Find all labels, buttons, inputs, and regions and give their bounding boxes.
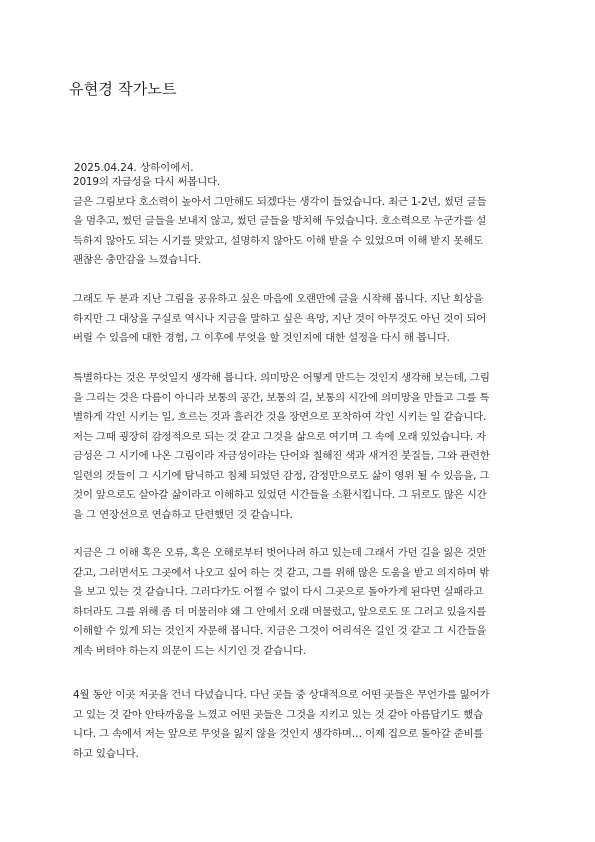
text-line: 을 멈추고, 썼던 글들을 보내지 않고, 썼던 글들을 방치해 두었습니다. 호소력으로 누군가를 설 [73,215,487,227]
text-line: 일련의 것들이 그 시기에 탐닉하고 침체 되었던 감정, 감정만으로도 삶이 영위 될 수 있음을, 그 [73,469,490,482]
text-line: 같고, 그러면서도 그곳에서 나오고 싶어 하는 것 같고, 그를 위해 많은 도움을 받고 의지하며 밖 [73,566,490,579]
paragraph [73,686,533,764]
paragraph [73,369,533,525]
text-line: 금성은 그 시기에 나온 그림이라 자금성이라는 단어와 칠해진 색과 새겨진 붓질들, 그와 관련한 [73,450,490,462]
text-line: 특별하다는 것은 무엇일지 생각해 봅니다. 의미망은 어떻게 만드는 것인지 생각해 보는데, 그림 [73,372,490,384]
text-line: 을 그 연장선으로 연습하고 단련했던 것 같습니다. [73,508,293,521]
text-line: 버릴 수 있음에 대한 경험, 그 이후에 무엇을 할 것인지에 대한 설정을 다시 해 봅니다. [73,332,450,344]
text-line: 지금은 그 이해 혹은 오류, 혹은 오해로부터 벗어나려 하고 있는데 그래서 가던 길을 잃은 것만 [73,547,487,559]
dateline: 2025.04.24. 상하이에서. [74,162,194,174]
text-line: 글은 그림보다 호소력이 높아서 그만해도 되겠다는 생각이 들었습니다. 최근 1-2년, 썼던 글들 [73,195,487,208]
text-line: 별하게 각인 시키는 일, 흐르는 것과 흘러간 것을 장면으로 포착하여 각인 시키는 일 같습니다. [73,411,487,423]
text-line: 저는 그때 굉장히 감정적으로 되는 것 같고 그것을 삶으로 여기며 그 속에 오래 있었습니다. 자 [73,430,487,443]
paragraph [73,173,533,271]
text-line: 4월 동안 이곳 저곳을 건너 다녔습니다. 다닌 곳들 중 상대적으로 어떤 곳들은 무언가를 잃어가 [73,689,490,701]
text-line: 득하지 않아도 되는 시기를 맞았고, 설명하지 않아도 이해 받을 수 있었으며 이해 받지 못해도 [73,234,483,247]
text-line: 괜찮은 충만감을 느꼈습니다. [73,254,202,266]
text-line: 하더라도 그를 위해 좀 더 머물러야 왜 그 안에서 오래 머물렀고, 앞으로도 또 그러고 있을지를 [73,605,487,618]
text-line: 하고 있습니다. [73,747,139,760]
paragraph [73,544,533,661]
text-line: 것이 앞으로도 살아갈 삶이라고 이해하고 있었던 시간들을 소환시킵니다. 그 뒤로도 많은 시간 [73,489,487,501]
text-line: 이해할 수 있게 되는 것인지 자문해 봅니다. 지금은 그것이 어리석은 길인 것 같고 그 시간들을 [73,625,487,637]
text-line: 을 그리는 것은 다름이 아니라 보통의 공간, 보통의 길, 보통의 시간에 의미망을 만들고 그를 특 [73,391,490,404]
text-line: 계속 버텨야 하는지 의문이 드는 시기인 것 같습니다. [73,644,306,657]
text-line: 고 있는 것 같아 안타까움을 느꼈고 어떤 곳들은 그것을 지키고 있는 것 같아 아름답기도 했습 [73,708,483,721]
paragraph [73,290,533,349]
page-title: 유현경 작가노트 [69,80,177,98]
text-line: 니다. 그 속에서 저는 앞으로 무엇을 잃지 않을 것인지 생각하며… 이제 집으로 돌아갈 준비를 [73,728,484,740]
text-line: 하지만 그 대상을 구실로 역시나 지금을 말하고 싶은 욕망, 지난 것이 아무것도 아닌 것이 되어 [73,312,487,325]
text-line: 을 보고 있는 것 같습니다. 그러다가도 어쩔 수 없이 다시 그곳으로 돌아가게 된다면 실패라고 [73,586,483,598]
text-line: 그래도 두 분과 지난 그림을 공유하고 싶은 마음에 오랜만에 글을 시작해 봅니다. 지난 회상을 [73,293,483,305]
text-line: 2019의 자급성을 다시 써봅니다. [73,176,221,188]
